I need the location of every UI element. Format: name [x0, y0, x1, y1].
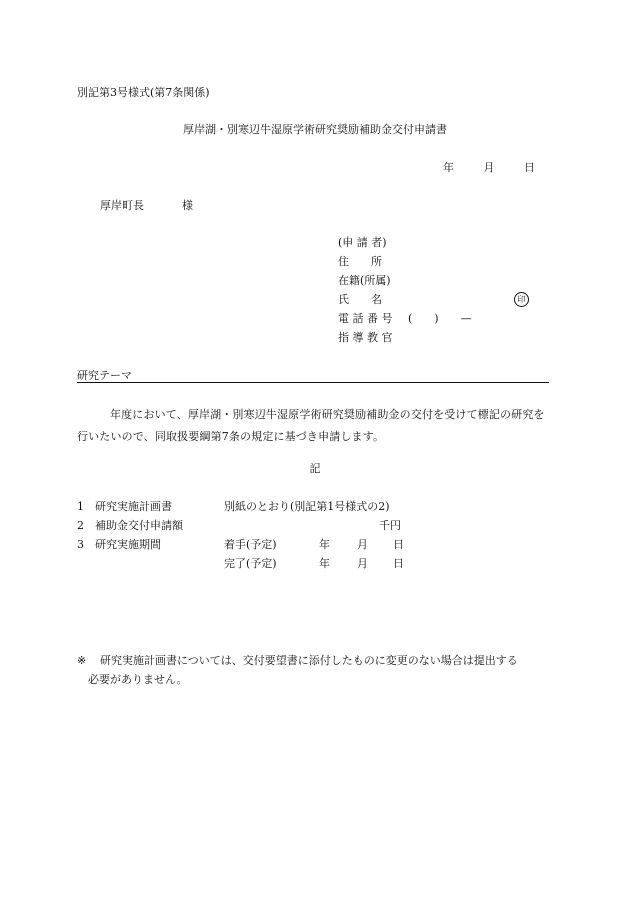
addressee-name: 厚岸町長 [100, 199, 144, 212]
ki-heading: 記 [309, 462, 321, 475]
period-start-month: 月 [357, 538, 368, 551]
date-month: 月 [483, 161, 495, 174]
advisor-label: 指 導 教 官 [338, 331, 393, 344]
item-value: 千円 [379, 519, 401, 532]
research-theme-underline [77, 382, 549, 383]
document-title: 厚岸湖・別寒辺牛湿原学術研究奨励補助金交付申請書 [183, 123, 447, 136]
applicant-phone-row [338, 312, 538, 331]
item-row [77, 500, 477, 519]
addressee-honorific: 様 [182, 199, 193, 212]
date-day: 日 [524, 161, 535, 174]
research-theme-label: 研究テーマ [77, 369, 132, 382]
applicant-block [338, 236, 538, 350]
applicant-affiliation-row [338, 274, 538, 293]
phone-format: ( ) — [408, 312, 472, 325]
period-end-label: 完了(予定) [224, 557, 277, 570]
note-line-2: 必要がありません。 [88, 673, 188, 686]
item-row [77, 557, 477, 576]
item-row [77, 538, 477, 557]
addressee [100, 199, 193, 213]
form-number: 別記第3号様式(第7条関係) [77, 86, 210, 99]
item-label: 研究実施計画書 [95, 500, 172, 513]
note-mark: ※ [77, 654, 87, 667]
date-year: 年 [443, 161, 454, 174]
applicant-address-row [338, 255, 538, 274]
item-number: 1 [77, 500, 84, 513]
date-line [443, 161, 535, 175]
period-end-year: 年 [319, 557, 330, 570]
period-start-day: 日 [393, 538, 404, 551]
period-end-day: 日 [393, 557, 404, 570]
phone-label: 電 話 番 号 [338, 312, 393, 325]
item-list [77, 500, 477, 576]
item-number: 2 [77, 519, 84, 532]
applicant-heading-row [338, 236, 538, 255]
applicant-heading: (申 請 者) [338, 236, 387, 249]
applicant-advisor-row [338, 331, 538, 350]
item-number: 3 [77, 538, 84, 551]
affiliation-label: 在籍(所属) [338, 274, 391, 287]
note-line-1: 研究実施計画書については、交付要望書に添付したものに変更のない場合は提出する [100, 654, 518, 667]
item-label: 研究実施期間 [95, 538, 161, 551]
period-start-label: 着手(予定) [224, 538, 277, 551]
applicant-name-row [338, 293, 538, 312]
application-body: 年度において、厚岸湖・別寒辺牛湿原学術研究奨励補助金の交付を受けて標記の研究を行いたいので、同取扱要綱第7条の規定に基づき申請します。 [77, 408, 545, 443]
name-label: 氏 名 [338, 293, 382, 306]
period-start-year: 年 [319, 538, 330, 551]
item-value: 別紙のとおり(別記第1号様式の2) [224, 500, 390, 513]
item-label: 補助金交付申請額 [95, 519, 183, 532]
item-row [77, 519, 477, 538]
seal-mark: 印 [514, 292, 529, 307]
address-label: 住 所 [338, 255, 382, 268]
period-end-month: 月 [357, 557, 368, 570]
